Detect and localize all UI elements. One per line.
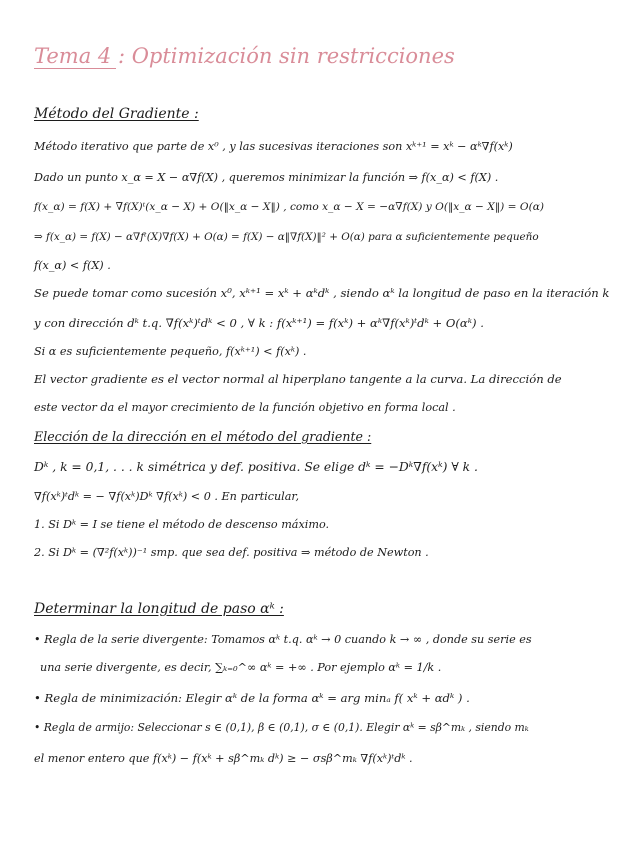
text-line: • Regla de minimización: Elegir αᵏ de la forma αᵏ = arg minₐ f( xᵏ + αdᵏ ) .	[34, 691, 470, 705]
section-heading-gradiente: Método del Gradiente :	[34, 106, 199, 122]
text-line: Si α es suficientemente pequeño, f(xᵏ⁺¹) < f(xᵏ) .	[34, 345, 307, 358]
title-underline	[34, 68, 116, 69]
section-heading-paso: Determinar la longitud de paso αᵏ :	[34, 601, 284, 617]
text-line: Se puede tomar como sucesión x⁰, xᵏ⁺¹ = xᵏ + αᵏdᵏ , siendo αᵏ la longitud de paso en la iteración k	[34, 286, 610, 300]
text-line: El vector gradiente es el vector normal al hiperplano tangente a la curva. La dirección de	[34, 372, 562, 386]
text-line: una serie divergente, es decir, ∑ₖ₌₀^∞ αᵏ = +∞ . Por ejemplo αᵏ = 1/k .	[40, 661, 442, 674]
text-line: ∇f(xᵏ)ᵗdᵏ = − ∇f(xᵏ)Dᵏ ∇f(xᵏ) < 0 . En particular,	[34, 490, 300, 503]
text-line: este vector da el mayor crecimiento de la función objetivo en forma local .	[34, 401, 456, 414]
text-line: f(x_α) < f(X) .	[34, 259, 111, 272]
text-line: • Regla de la serie divergente: Tomamos αᵏ t.q. αᵏ → 0 cuando k → ∞ , donde su serie es	[34, 633, 532, 646]
text-line: f(x_α) = f(X) + ∇f(X)ᵗ(x_α − X) + O(‖x_α − X‖) , como x_α − X = −α∇f(X) y O(‖x_α − X‖) = O(α)	[34, 201, 544, 213]
text-line: 1. Si Dᵏ = I se tiene el método de descenso máximo.	[34, 518, 330, 531]
text-line: Método iterativo que parte de x⁰ , y las sucesivas iteraciones son xᵏ⁺¹ = xᵏ − αᵏ∇f(xᵏ)	[34, 140, 513, 153]
page-title: Tema 4 : Optimización sin restricciones	[34, 44, 455, 68]
text-line: 2. Si Dᵏ = (∇²f(xᵏ))⁻¹ smp. que sea def. positiva ⇒ método de Newton .	[34, 546, 429, 559]
text-line: • Regla de armijo: Seleccionar s ∈ (0,1), β ∈ (0,1), σ ∈ (0,1). Elegir αᵏ = sβ^mₖ , siendo mₖ	[34, 721, 529, 734]
text-line: ⇒ f(x_α) = f(X) − α∇fᵗ(X)∇f(X) + O(α) = f(X) − α‖∇f(X)‖² + O(α) para α suficientemente pequeño	[34, 231, 539, 243]
text-line: Dado un punto x_α = X − α∇f(X) , queremos minimizar la función ⇒ f(x_α) < f(X) .	[34, 171, 499, 184]
text-line: el menor entero que f(xᵏ) − f(xᵏ + sβ^mₖ dᵏ) ≥ − σsβ^mₖ ∇f(xᵏ)ᵗdᵏ .	[34, 752, 413, 765]
text-line: Dᵏ , k = 0,1, . . . k simétrica y def. positiva. Se elige dᵏ = −Dᵏ∇f(xᵏ) ∀ k .	[34, 460, 478, 474]
section-heading-direccion: Elección de la dirección en el método del gradiente :	[34, 429, 372, 444]
text-line: y con dirección dᵏ t.q. ∇f(xᵏ)ᵗdᵏ < 0 , ∀ k : f(xᵏ⁺¹) = f(xᵏ) + αᵏ∇f(xᵏ)ᵗdᵏ + O(αᵏ) .	[34, 316, 484, 330]
